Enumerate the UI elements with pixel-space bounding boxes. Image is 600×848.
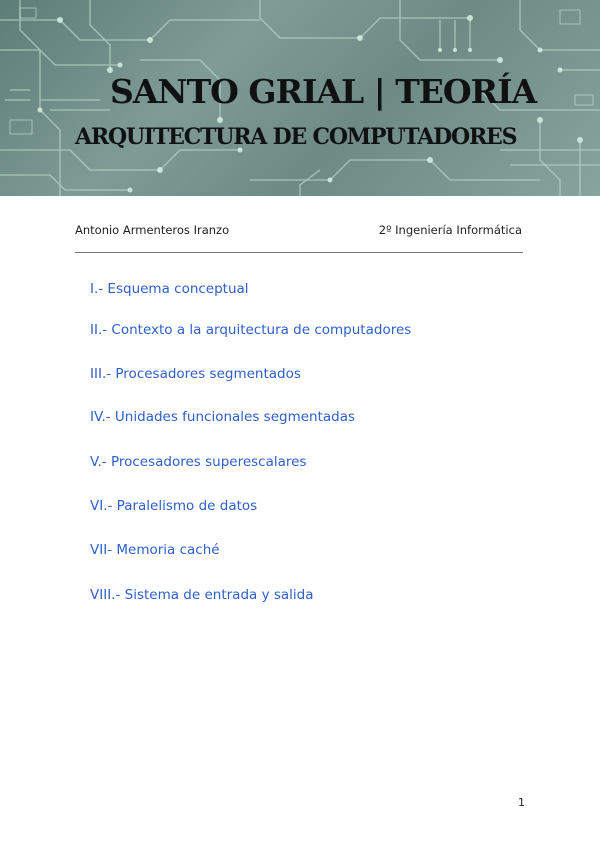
toc-link-3[interactable]: III.- Procesadores segmentados bbox=[90, 366, 301, 382]
toc-link-1[interactable]: I.- Esquema conceptual bbox=[90, 281, 249, 297]
document-subtitle: ARQUITECTURA DE COMPUTADORES bbox=[75, 124, 517, 150]
toc-link-6[interactable]: VI.- Paralelismo de datos bbox=[90, 498, 258, 514]
header-divider bbox=[75, 252, 523, 253]
page-number: 1 bbox=[518, 796, 525, 809]
toc-link-8[interactable]: VIII.- Sistema de entrada y salida bbox=[90, 587, 314, 603]
toc-link-7[interactable]: VII- Memoria caché bbox=[90, 542, 220, 558]
toc-link-2[interactable]: II.- Contexto a la arquitectura de computadores bbox=[90, 322, 412, 338]
header-banner bbox=[0, 0, 600, 196]
course-name: 2º Ingeniería Informática bbox=[378, 223, 522, 237]
toc-link-5[interactable]: V.- Procesadores superescalares bbox=[90, 454, 307, 470]
author-name: Antonio Armenteros Iranzo bbox=[75, 223, 230, 237]
document-title: SANTO GRIAL | TEORÍA bbox=[110, 72, 537, 111]
toc-link-4[interactable]: IV.- Unidades funcionales segmentadas bbox=[90, 409, 356, 425]
